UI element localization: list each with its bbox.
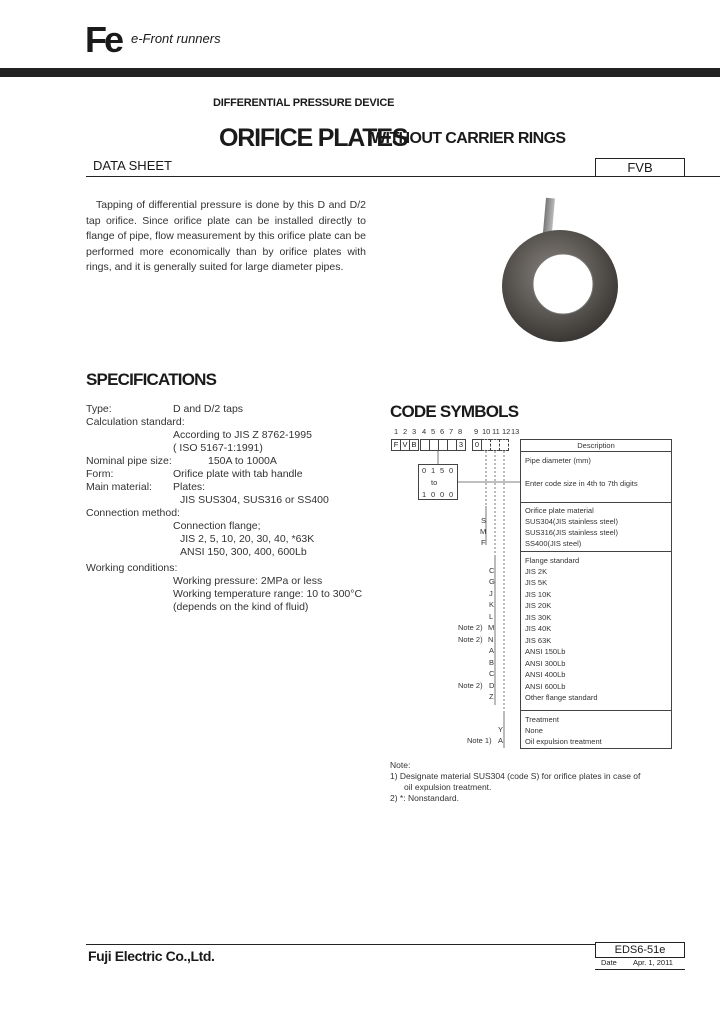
material-option: SUS316(JIS stainless steel) — [525, 528, 618, 537]
digit-index: 6 — [440, 427, 445, 436]
note-1: 1) Designate material SUS304 (code S) for orifice plates in case of — [390, 771, 641, 781]
pipe-code-digit: 0 — [431, 490, 436, 499]
material-option: SUS304(JIS stainless steel) — [525, 517, 618, 526]
flange-code: B — [489, 658, 495, 667]
document-title-suffix: WITHOUT CARRIER RINGS — [371, 130, 566, 147]
flange-note: Note 2) — [458, 623, 483, 632]
spec-working-pressure: Working pressure: 2MPa or less — [173, 575, 323, 587]
logo-tagline: e-Front runners — [131, 31, 221, 46]
digit-index: 8 — [458, 427, 463, 436]
data-sheet-label: DATA SHEET — [93, 158, 172, 173]
description-header: Description — [577, 441, 615, 450]
notes-title: Note: — [390, 760, 411, 770]
spec-type-value: D and D/2 taps — [173, 403, 244, 415]
digit-index: 11 — [492, 427, 500, 436]
material-code: M — [480, 527, 487, 536]
digit-index: 12 — [502, 427, 511, 436]
flange-code: N — [488, 635, 494, 644]
digit-index: 5 — [431, 427, 436, 436]
spec-pipe-value: 150A to 1000A — [208, 455, 277, 467]
digit-index: 4 — [422, 427, 427, 436]
pipe-code-digit: 5 — [440, 466, 445, 475]
spec-working-note: (depends on the kind of fluid) — [173, 601, 309, 613]
pipe-code-digit: 0 — [422, 466, 427, 475]
treatment-note: Note 1) — [467, 736, 492, 745]
code-box-fixed: 3 — [456, 439, 466, 451]
spec-calc-label: Calculation standard: — [86, 416, 185, 428]
flange-option: JIS 20K — [525, 601, 552, 610]
digit-index: 13 — [511, 427, 520, 436]
footer-rule — [86, 944, 596, 945]
spec-material-label: Main material: — [86, 481, 152, 493]
flange-option: ANSI 600Lb — [525, 682, 566, 691]
code-box-fixed: V — [400, 439, 410, 451]
digit-index: 3 — [412, 427, 417, 436]
flange-option: Other flange standard — [525, 693, 598, 702]
treatment-code: A — [498, 736, 504, 745]
fuji-logo: Fe — [85, 19, 122, 60]
spec-connection-ansi: ANSI 150, 300, 400, 600Lb — [180, 546, 307, 558]
flange-option: JIS 10K — [525, 590, 552, 599]
spec-form-value: Orifice plate with tab handle — [173, 468, 303, 480]
flange-code: D — [489, 681, 495, 690]
model-code-box: FVB — [595, 158, 685, 177]
date-label: Date — [601, 958, 617, 967]
date-value: Apr. 1, 2011 — [633, 958, 673, 967]
spec-connection-label: Connection method: — [86, 507, 180, 519]
treatment-code: Y — [498, 725, 504, 734]
flange-heading: Flange standard — [525, 556, 580, 565]
spec-working-temperature: Working temperature range: 10 to 300°C — [173, 588, 363, 600]
specifications-heading: SPECIFICATIONS — [86, 370, 217, 389]
code-symbols-heading: CODE SYMBOLS — [390, 402, 519, 421]
pipe-code-digit: 0 — [449, 466, 454, 475]
code-description-table — [520, 439, 672, 749]
flange-option: ANSI 300Lb — [525, 659, 566, 668]
flange-option: ANSI 150Lb — [525, 647, 566, 656]
material-option: SS400(JIS steel) — [525, 539, 582, 548]
flange-code: J — [489, 589, 493, 598]
digit-index: 10 — [482, 427, 491, 436]
treatment-heading: Treatment — [525, 715, 559, 724]
flange-option: JIS 30K — [525, 613, 552, 622]
spec-connection-flange: Connection flange; — [173, 520, 261, 532]
flange-note: Note 2) — [458, 681, 483, 690]
digit-index: 1 — [394, 427, 399, 436]
material-code: S — [481, 516, 487, 525]
material-code: F — [481, 538, 486, 547]
digit-index: 2 — [403, 427, 408, 436]
pipe-code-digit: 1 — [422, 490, 427, 499]
digit-index: 7 — [449, 427, 454, 436]
digit-index: 9 — [474, 427, 479, 436]
material-heading: Orifice plate material — [525, 506, 594, 515]
spec-calc-value: According to JIS Z 8762-1995 — [173, 429, 312, 441]
spec-calc-value-iso: ( ISO 5167-1:1991) — [173, 442, 263, 454]
code-box-fixed: F — [391, 439, 401, 451]
pipe-code-digit: 1 — [431, 466, 436, 475]
flange-code: G — [489, 577, 495, 586]
flange-option: JIS 40K — [525, 624, 552, 633]
company-name: Fuji Electric Co.,Ltd. — [88, 948, 215, 964]
flange-code: C — [489, 566, 495, 575]
spec-connection-jis: JIS 2, 5, 10, 20, 30, 40, *63K — [180, 533, 315, 545]
flange-code: Z — [489, 692, 494, 701]
spec-material-plates: Plates: — [173, 481, 206, 493]
treatment-option: None — [525, 726, 543, 735]
spec-material-value: JIS SUS304, SUS316 or SS400 — [180, 494, 329, 506]
spec-working-label: Working conditions: — [86, 562, 178, 574]
note-2: 2) *: Nonstandard. — [390, 793, 459, 803]
treatment-option: Oil expulsion treatment — [525, 737, 602, 746]
flange-option: JIS 5K — [525, 578, 548, 587]
note-1-cont: oil expulsion treatment. — [404, 782, 492, 792]
flange-option: JIS 2K — [525, 567, 548, 576]
pipe-diameter-note: Enter code size in 4th to 7th digits — [525, 479, 638, 488]
spec-type-label: Type: — [86, 403, 112, 415]
code-box-fixed: B — [409, 439, 419, 451]
flange-note: Note 2) — [458, 635, 483, 644]
intro-paragraph: Tapping of differential pressure is done by this D and D/2 tap orifice. Since orifice plate can be installed directly to flange of pipe, flow measurement by this orifice plate can be performed more economically than by orifice plates with rings, and it is generally suited for large diameter pipes. — [86, 199, 366, 273]
pipe-code-digit: 0 — [440, 490, 445, 499]
flange-code: L — [489, 612, 494, 621]
pipe-code-digit: 0 — [449, 490, 454, 499]
date-row — [595, 957, 685, 969]
pipe-diameter-desc: Pipe diameter (mm) — [525, 456, 591, 465]
spec-pipe-label: Nominal pipe size: — [86, 455, 172, 467]
flange-code: K — [489, 600, 495, 609]
document-number: EDS6-51e — [595, 942, 685, 958]
document-subtitle: DIFFERENTIAL PRESSURE DEVICE — [213, 97, 395, 109]
flange-option: JIS 63K — [525, 636, 552, 645]
flange-code: A — [489, 646, 495, 655]
flange-option: ANSI 400Lb — [525, 670, 566, 679]
flange-code: C — [489, 669, 495, 678]
flange-code: M — [488, 623, 495, 632]
pipe-code-to: to — [431, 478, 438, 487]
spec-form-label: Form: — [86, 468, 114, 480]
document-title: ORIFICE PLATES — [219, 124, 408, 152]
date-underline — [595, 969, 685, 970]
code-box-fixed: 0 — [472, 439, 482, 451]
